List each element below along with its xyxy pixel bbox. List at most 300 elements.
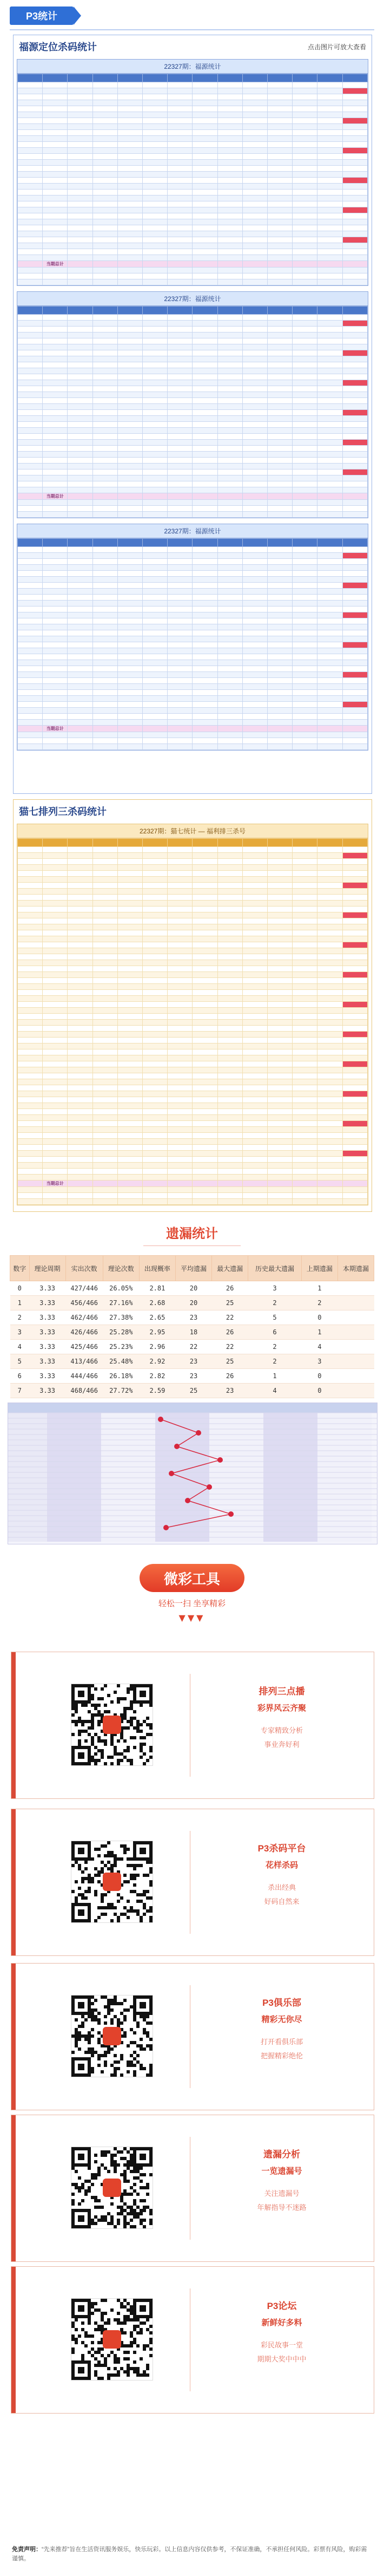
promo-card[interactable]	[11, 2115, 374, 2262]
grid-cell	[18, 1133, 43, 1139]
grid-cell	[342, 404, 367, 410]
grid-cell	[193, 512, 217, 518]
grid-cell	[242, 618, 267, 624]
grid-header-cell	[143, 74, 168, 82]
grid-cell	[217, 350, 242, 356]
grid-cell	[92, 1115, 117, 1121]
grid-cell	[342, 374, 367, 380]
omission-cell: 2.68	[139, 1296, 175, 1310]
grid-cell	[92, 130, 117, 136]
omission-cell: 2	[248, 1354, 302, 1369]
qr-code-icon[interactable]	[71, 1995, 153, 2077]
grid-cell	[317, 612, 342, 618]
grid-cell	[18, 422, 43, 428]
grid-cell	[117, 350, 142, 356]
grid-cell	[92, 237, 117, 243]
omission-cell: 0	[301, 1369, 337, 1384]
grid-cell	[268, 577, 293, 583]
grid-cell	[217, 702, 242, 708]
grid-cell	[242, 595, 267, 601]
grid-cell	[342, 356, 367, 362]
grid-cell	[68, 720, 92, 726]
grid-cell	[92, 398, 117, 404]
grid-header-cell	[68, 74, 92, 82]
grid-cell	[168, 1139, 193, 1145]
trend-column	[47, 1413, 58, 1542]
grid-cell	[268, 642, 293, 648]
grid-cell	[242, 332, 267, 338]
grid-cell	[117, 1121, 142, 1127]
grid-header-cell	[242, 839, 267, 847]
table-row	[18, 332, 368, 338]
grid-cell	[143, 1199, 168, 1205]
grid-cell	[268, 990, 293, 996]
grid-cell	[117, 666, 142, 672]
grid-cell	[43, 458, 68, 464]
grid-cell	[342, 434, 367, 440]
grid-cell	[68, 219, 92, 225]
grid-cell	[43, 672, 68, 678]
grid-cell	[117, 469, 142, 475]
grid-cell	[18, 184, 43, 190]
grid-cell	[68, 1079, 92, 1085]
grid-cell	[317, 583, 342, 589]
grid-cell	[92, 696, 117, 702]
grid-cell	[143, 1091, 168, 1097]
grid-cell	[268, 1055, 293, 1061]
grid-cell	[193, 481, 217, 487]
grid-cell	[143, 1055, 168, 1061]
grid-cell	[92, 88, 117, 94]
grid-cell	[168, 374, 193, 380]
grid-cell	[293, 469, 317, 475]
grid-header-cell	[293, 539, 317, 547]
grid-cell	[168, 978, 193, 984]
grid-cell	[68, 942, 92, 948]
grid-cell	[68, 859, 92, 865]
table-row	[18, 666, 368, 672]
table-row	[18, 895, 368, 901]
omission-cell: 3	[10, 1325, 30, 1340]
grid-cell	[43, 847, 68, 853]
grid-cell	[92, 612, 117, 618]
grid-cell	[217, 553, 242, 559]
grid-cell	[342, 744, 367, 750]
grid-cell	[242, 648, 267, 654]
table-row	[18, 1085, 368, 1091]
omission-header-cell: 实出次数	[65, 1256, 103, 1281]
grid-cell	[242, 672, 267, 678]
grid-cell	[143, 190, 168, 195]
grid-cell	[143, 434, 168, 440]
grid-cell	[193, 392, 217, 398]
grid-cell	[217, 583, 242, 589]
grid-cell	[317, 996, 342, 1002]
grid-cell	[242, 948, 267, 954]
grid-header-cell	[317, 74, 342, 82]
grid-cell	[317, 124, 342, 130]
grid-cell	[217, 404, 242, 410]
grid-cell	[217, 1044, 242, 1049]
grid-cell	[43, 428, 68, 434]
grid-cell	[193, 1085, 217, 1091]
grid-cell	[342, 696, 367, 702]
grid-cell	[18, 213, 43, 219]
grid-cell	[193, 130, 217, 136]
grid-cell	[268, 1133, 293, 1139]
grid-cell	[143, 871, 168, 877]
grid-cell	[68, 1145, 92, 1151]
table-row	[18, 106, 368, 112]
grid-cell	[193, 660, 217, 666]
promo-card[interactable]	[11, 1963, 374, 2110]
grid-cell	[18, 930, 43, 936]
grid-cell	[18, 678, 43, 684]
grid-cell	[317, 148, 342, 154]
grid-cell	[92, 493, 117, 500]
grid-cell	[43, 440, 68, 446]
grid-cell	[193, 178, 217, 184]
grid-cell	[217, 1002, 242, 1008]
grid-cell	[117, 865, 142, 871]
qr-code-icon[interactable]	[71, 2147, 153, 2229]
grid-cell	[92, 948, 117, 954]
grid-cell	[143, 895, 168, 901]
stat-block-caption: 22327期：福源统计	[17, 292, 368, 306]
grid-cell	[317, 237, 342, 243]
grid-cell	[317, 190, 342, 195]
grid-cell	[317, 990, 342, 996]
grid-cell	[117, 726, 142, 732]
grid-cell	[242, 612, 267, 618]
table-row	[18, 1163, 368, 1169]
grid-cell	[117, 380, 142, 386]
grid-cell	[193, 877, 217, 883]
grid-cell	[168, 469, 193, 475]
grid-cell	[168, 255, 193, 261]
table-row	[18, 428, 368, 434]
grid-cell	[342, 901, 367, 907]
omission-cell	[337, 1296, 374, 1310]
grid-cell	[242, 865, 267, 871]
grid-cell	[268, 744, 293, 750]
table-row	[18, 871, 368, 877]
grid-cell	[342, 1055, 367, 1061]
grid-cell	[217, 416, 242, 422]
table-row-total	[18, 493, 368, 500]
grid-cell	[242, 1055, 267, 1061]
grid-cell	[342, 1193, 367, 1199]
grid-cell	[342, 666, 367, 672]
grid-cell	[43, 166, 68, 172]
grid-cell	[193, 327, 217, 332]
table-row	[18, 1061, 368, 1067]
grid-cell	[242, 984, 267, 990]
grid-cell	[92, 648, 117, 654]
omission-cell: 22	[212, 1340, 248, 1354]
grid-cell	[143, 100, 168, 106]
grid-cell	[168, 392, 193, 398]
stat-block-caption: 22327期：猫七统计 — 福利排三杀号	[17, 824, 368, 838]
grid-cell	[117, 1067, 142, 1073]
grid-cell	[242, 565, 267, 571]
grid-cell	[217, 106, 242, 112]
grid-cell	[317, 452, 342, 458]
grid-cell	[317, 327, 342, 332]
grid-cell	[18, 142, 43, 148]
grid-cell	[293, 978, 317, 984]
table-row-total	[18, 1181, 368, 1187]
grid-cell	[268, 82, 293, 88]
grid-cell	[193, 1115, 217, 1121]
grid-cell	[268, 493, 293, 500]
grid-cell	[117, 1079, 142, 1085]
grid-cell	[242, 1026, 267, 1032]
grid-header-cell	[268, 839, 293, 847]
grid-cell	[92, 219, 117, 225]
grid-cell	[117, 446, 142, 452]
grid-cell	[68, 847, 92, 853]
grid-cell	[242, 106, 267, 112]
grid-cell	[43, 184, 68, 190]
grid-cell	[193, 332, 217, 338]
grid-cell	[168, 154, 193, 160]
grid-cell	[168, 1127, 193, 1133]
tool-badge	[140, 1564, 244, 1592]
grid-cell	[117, 160, 142, 166]
table-row	[18, 94, 368, 100]
grid-cell	[242, 506, 267, 512]
grid-cell	[68, 249, 92, 255]
grid-cell	[293, 374, 317, 380]
grid-cell	[317, 118, 342, 124]
trend-point	[174, 1444, 180, 1449]
promo-card[interactable]	[11, 2266, 374, 2414]
grid-cell	[43, 268, 68, 273]
grid-cell	[293, 948, 317, 954]
grid-cell	[92, 1020, 117, 1026]
grid-cell	[168, 231, 193, 237]
grid-cell	[43, 344, 68, 350]
grid-cell	[143, 1109, 168, 1115]
grid-cell	[18, 219, 43, 225]
grid-cell	[268, 481, 293, 487]
qr-code-icon[interactable]	[71, 2298, 153, 2381]
grid-cell	[242, 487, 267, 493]
grid-cell	[143, 648, 168, 654]
grid-cell	[143, 571, 168, 577]
grid-cell	[193, 493, 217, 500]
grid-cell	[43, 654, 68, 660]
grid-cell	[18, 1032, 43, 1038]
grid-cell	[342, 708, 367, 714]
grid-cell	[117, 714, 142, 720]
grid-cell	[68, 1169, 92, 1175]
promo-card[interactable]	[11, 1809, 374, 1956]
grid-cell	[193, 612, 217, 618]
grid-cell	[293, 201, 317, 207]
grid-cell	[92, 702, 117, 708]
table-row	[18, 1073, 368, 1079]
grid-cell	[68, 458, 92, 464]
grid-cell	[68, 630, 92, 636]
grid-cell	[268, 184, 293, 190]
grid-cell	[18, 380, 43, 386]
grid-cell	[193, 907, 217, 912]
grid-cell	[168, 1026, 193, 1032]
grid-cell	[92, 94, 117, 100]
grid-cell	[43, 207, 68, 213]
grid-cell	[242, 1115, 267, 1121]
grid-cell	[242, 978, 267, 984]
omission-cell: 4	[301, 1340, 337, 1354]
grid-cell	[117, 1127, 142, 1133]
grid-cell	[242, 469, 267, 475]
grid-cell	[18, 624, 43, 630]
grid-cell	[143, 207, 168, 213]
grid-cell	[317, 948, 342, 954]
omission-cell: 3.33	[29, 1384, 65, 1398]
trend-column	[90, 1413, 101, 1542]
grid-cell	[193, 237, 217, 243]
grid-cell	[143, 907, 168, 912]
qr-code-icon[interactable]	[71, 1841, 153, 1923]
grid-cell	[92, 1002, 117, 1008]
grid-cell	[18, 702, 43, 708]
grid-cell	[193, 1151, 217, 1157]
grid-cell	[193, 871, 217, 877]
grid-cell	[18, 207, 43, 213]
grid-cell	[168, 672, 193, 678]
grid-cell	[342, 446, 367, 452]
grid-cell	[217, 82, 242, 88]
grid-cell	[168, 642, 193, 648]
grid-cell	[193, 1026, 217, 1032]
grid-cell	[43, 1145, 68, 1151]
table-row	[18, 606, 368, 612]
table-row	[18, 990, 368, 996]
grid-cell	[217, 148, 242, 154]
grid-cell	[43, 912, 68, 918]
grid-cell	[317, 960, 342, 966]
grid-cell	[317, 642, 342, 648]
omission-header-cell: 理论次数	[103, 1256, 139, 1281]
grid-cell	[68, 506, 92, 512]
grid-cell	[168, 930, 193, 936]
grid-header-cell	[268, 539, 293, 547]
grid-cell	[168, 410, 193, 416]
grid-cell	[293, 148, 317, 154]
grid-cell	[143, 82, 168, 88]
grid-cell	[217, 321, 242, 327]
table-row	[18, 416, 368, 422]
grid-cell	[268, 154, 293, 160]
grid-cell	[143, 440, 168, 446]
grid-cell	[143, 666, 168, 672]
grid-cell	[342, 1014, 367, 1020]
grid-cell	[242, 1008, 267, 1014]
grid-cell	[193, 100, 217, 106]
grid-cell	[268, 1067, 293, 1073]
grid-cell	[143, 553, 168, 559]
grid-cell	[43, 1151, 68, 1157]
grid-cell	[293, 124, 317, 130]
grid-cell	[317, 1002, 342, 1008]
grid-cell	[43, 1085, 68, 1091]
grid-cell	[18, 327, 43, 332]
promo-card[interactable]	[11, 1652, 374, 1799]
grid-cell	[117, 883, 142, 889]
grid-cell	[242, 726, 267, 732]
table-row	[18, 82, 368, 88]
grid-cell	[242, 954, 267, 960]
trend-chart-svg	[8, 1403, 377, 1544]
grid-cell	[18, 487, 43, 493]
omission-cell: 0	[10, 1281, 30, 1296]
table-row	[18, 648, 368, 654]
qr-code-icon[interactable]	[71, 1684, 153, 1766]
grid-cell	[117, 213, 142, 219]
grid-cell	[168, 720, 193, 726]
grid-cell	[268, 654, 293, 660]
grid-cell	[117, 130, 142, 136]
grid-cell	[117, 972, 142, 978]
grid-cell	[293, 1038, 317, 1044]
grid-cell	[117, 142, 142, 148]
table-row	[18, 268, 368, 273]
grid-cell	[317, 392, 342, 398]
grid-cell	[268, 948, 293, 954]
grid-cell	[168, 1061, 193, 1067]
card-title: P3杀码平台	[257, 1843, 306, 1854]
grid-cell	[43, 1002, 68, 1008]
grid-cell	[293, 368, 317, 374]
grid-cell	[92, 380, 117, 386]
grid-cell	[68, 930, 92, 936]
grid-cell	[193, 106, 217, 112]
grid-cell	[168, 422, 193, 428]
grid-cell	[242, 853, 267, 859]
grid-cell	[143, 148, 168, 154]
grid-cell	[193, 268, 217, 273]
table-row	[18, 273, 368, 279]
omission-cell: 3.33	[29, 1369, 65, 1384]
grid-cell	[143, 321, 168, 327]
grid-cell	[193, 88, 217, 94]
table-row	[10, 1281, 374, 1296]
grid-cell	[317, 1181, 342, 1187]
grid-cell	[193, 452, 217, 458]
trend-column	[242, 1413, 253, 1542]
grid-cell	[143, 865, 168, 871]
grid-cell	[242, 124, 267, 130]
grid-cell	[68, 1002, 92, 1008]
grid-cell	[193, 475, 217, 481]
grid-cell	[242, 315, 267, 321]
grid-header-cell	[68, 839, 92, 847]
table-row	[18, 883, 368, 889]
grid-cell	[43, 1187, 68, 1193]
card-title: P3俱乐部	[262, 1998, 301, 2008]
grid-cell	[168, 595, 193, 601]
grid-cell	[242, 1014, 267, 1020]
grid-cell	[268, 446, 293, 452]
grid-cell	[168, 273, 193, 279]
grid-cell	[117, 338, 142, 344]
grid-cell	[268, 565, 293, 571]
grid-cell	[168, 428, 193, 434]
grid-cell	[293, 493, 317, 500]
